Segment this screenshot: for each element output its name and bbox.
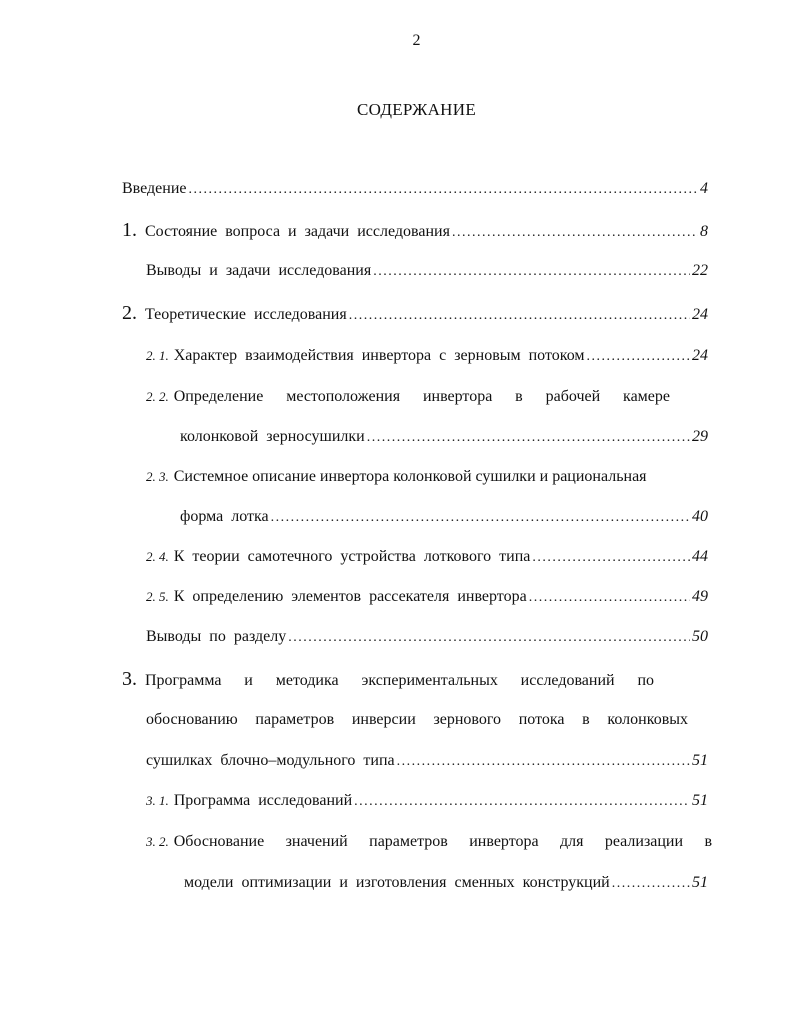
page-number: 2 bbox=[412, 32, 421, 49]
toc-entry-section-2-1 bbox=[146, 347, 708, 369]
toc-entry-page: 22 bbox=[692, 262, 708, 279]
toc-entry-number: 1. bbox=[122, 219, 137, 241]
toc-entry-page: 24 bbox=[692, 306, 708, 323]
toc-entry-section-2-3-cont bbox=[180, 508, 708, 530]
toc-entry-text: Выводы и задачи исследования bbox=[146, 262, 372, 279]
toc-dot-leader bbox=[354, 794, 690, 810]
toc-entry-section-3-2-cont bbox=[184, 874, 708, 896]
toc-dot-leader bbox=[532, 550, 690, 566]
toc-entry-text: К теории самотечного устройства лоткового типа bbox=[173, 548, 531, 565]
toc-dot-leader bbox=[452, 225, 698, 241]
toc-dot-leader bbox=[349, 308, 690, 324]
toc-entry-page: 50 bbox=[692, 628, 708, 645]
toc-entry-text-continuation: обоснованию параметров инверсии зернового потока в колонковых bbox=[146, 711, 688, 728]
toc-entry-text: Определение местоположения инвертора в рабочей камере bbox=[173, 388, 670, 405]
toc-entry-page: 49 bbox=[692, 588, 708, 605]
toc-entry-introduction bbox=[122, 180, 708, 202]
toc-entry-number: 2. 1. bbox=[146, 348, 169, 363]
toc-dot-leader bbox=[612, 876, 690, 892]
toc-entry-conclusions-1 bbox=[146, 262, 708, 284]
toc-entry-number: 2. 4. bbox=[146, 549, 169, 564]
toc-entry-text: К определению элементов рассекателя инвертора bbox=[173, 588, 527, 605]
toc-dot-leader bbox=[373, 264, 690, 280]
toc-entry-section-2-2-cont bbox=[180, 428, 708, 450]
toc-entry-number: 2. 2. bbox=[146, 389, 169, 404]
toc-entry-chapter-2 bbox=[122, 302, 708, 324]
toc-dot-leader bbox=[529, 590, 690, 606]
toc-entry-section-2-4 bbox=[146, 548, 708, 570]
toc-entry-number: 2. bbox=[122, 302, 137, 324]
toc-entry-text-continuation: колонковой зерносушилки bbox=[180, 428, 365, 445]
toc-entry-page: 24 bbox=[692, 347, 708, 364]
toc-entry-text: Системное описание инвертора колонковой сушилки и рациональная bbox=[173, 468, 647, 485]
page-title: СОДЕРЖАНИЕ bbox=[356, 100, 477, 119]
toc-entry-text-continuation: форма лотка bbox=[180, 508, 269, 525]
toc-entry-text: Обоснование значений параметров инвертора для реализации в bbox=[173, 833, 712, 850]
toc-entry-text: Программа и методика экспериментальных исследований по bbox=[145, 672, 654, 689]
toc-entry-number: 3. 2. bbox=[146, 834, 169, 849]
toc-entry-number: 3. 1. bbox=[146, 793, 169, 808]
toc-entry-page: 8 bbox=[700, 223, 708, 240]
toc-dot-leader bbox=[367, 430, 690, 446]
toc-entry-text: Характер взаимодействия инвертора с зерновым потоком bbox=[173, 347, 585, 364]
toc-entry-number: 2. 3. bbox=[146, 469, 169, 484]
toc-entry-page: 51 bbox=[692, 752, 708, 769]
toc-dot-leader bbox=[189, 182, 699, 198]
toc-entry-page: 29 bbox=[692, 428, 708, 445]
toc-entry-text: Введение bbox=[122, 180, 187, 197]
toc-entry-chapter-1 bbox=[122, 219, 708, 241]
toc-entry-page: 51 bbox=[692, 874, 708, 891]
toc-entry-section-3-2 bbox=[146, 833, 712, 855]
toc-entry-page: 44 bbox=[692, 548, 708, 565]
toc-entry-page: 51 bbox=[692, 792, 708, 809]
toc-dot-leader bbox=[397, 754, 690, 770]
toc-entry-chapter-3 bbox=[122, 668, 654, 690]
toc-entry-text-continuation: модели оптимизации и изготовления сменных конструкций bbox=[184, 874, 610, 891]
toc-entry-text: Теоретические исследования bbox=[145, 306, 347, 323]
toc-entry-section-3-1 bbox=[146, 792, 708, 814]
toc-entry-section-2-2 bbox=[146, 388, 670, 410]
toc-entry-page: 40 bbox=[692, 508, 708, 525]
toc-entry-number: 3. bbox=[122, 668, 137, 690]
toc-entry-text: Программа исследований bbox=[173, 792, 353, 809]
toc-dot-leader bbox=[587, 349, 690, 365]
toc-entry-text-continuation: сушилках блочно–модульного типа bbox=[146, 752, 395, 769]
toc-dot-leader bbox=[288, 630, 690, 646]
toc-entry-text: Состояние вопроса и задачи исследования bbox=[145, 223, 450, 240]
toc-entry-text: Выводы по разделу bbox=[146, 628, 287, 645]
toc-entry-section-2-3 bbox=[146, 468, 706, 490]
toc-entry-conclusions-2 bbox=[146, 628, 708, 650]
toc-entry-chapter-3-cont1 bbox=[146, 711, 688, 733]
toc-dot-leader bbox=[271, 510, 690, 526]
toc-entry-chapter-3-cont2 bbox=[146, 752, 708, 774]
toc-entry-section-2-5 bbox=[146, 588, 708, 610]
toc-entry-number: 2. 5. bbox=[146, 589, 169, 604]
toc-entry-page: 4 bbox=[700, 180, 708, 197]
